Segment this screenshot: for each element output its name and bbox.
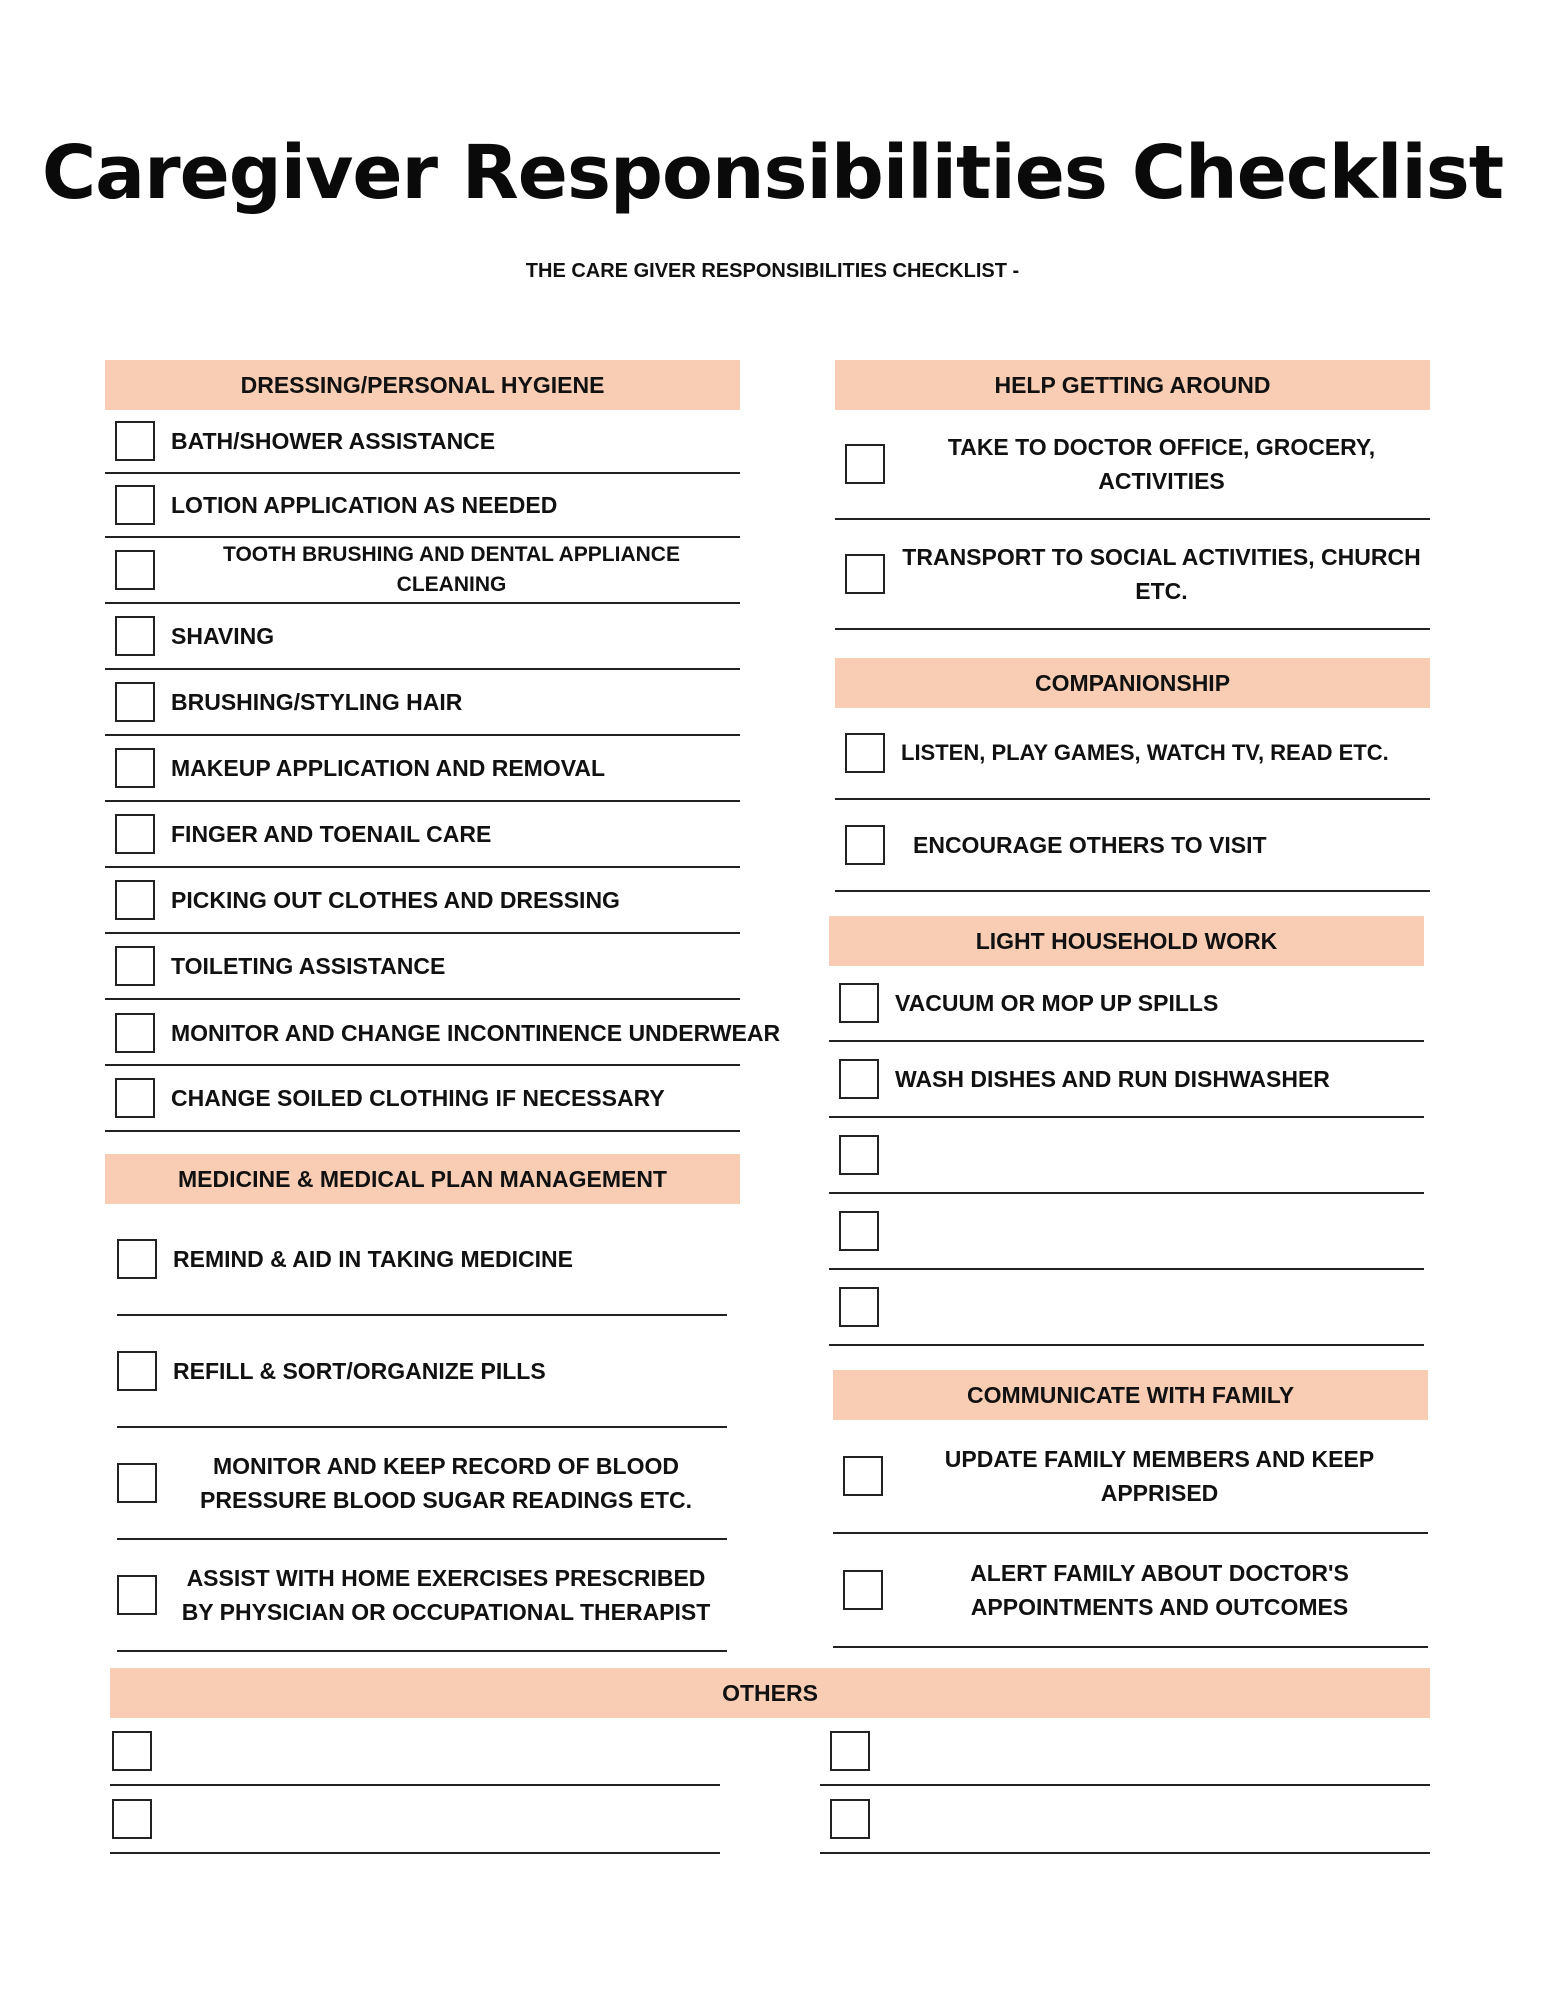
checklist-item-blank: [110, 1718, 720, 1786]
item-label: ENCOURAGE OTHERS TO VISIT: [913, 832, 1267, 858]
checkbox[interactable]: [115, 485, 155, 525]
checklist-item-blank: [829, 1194, 1424, 1270]
item-label: REMIND & AID IN TAKING MEDICINE: [173, 1246, 573, 1272]
checkbox[interactable]: [115, 814, 155, 854]
checklist-item: [829, 966, 1424, 1042]
item-label: TOILETING ASSISTANCE: [171, 953, 446, 979]
checklist-item: [105, 410, 740, 474]
left-column: [105, 360, 781, 1652]
item-label: TRANSPORT TO SOCIAL ACTIVITIES, CHURCH ETC.: [902, 544, 1421, 604]
item-label: CHANGE SOILED CLOTHING IF NECESSARY: [171, 1085, 665, 1111]
item-label: BATH/SHOWER ASSISTANCE: [171, 428, 496, 454]
checkbox[interactable]: [843, 1456, 883, 1496]
checkbox[interactable]: [115, 550, 155, 590]
checkbox[interactable]: [845, 733, 885, 773]
checklist-item-blank: [829, 1118, 1424, 1194]
checklist-item: [835, 410, 1430, 520]
checkbox[interactable]: [115, 421, 155, 461]
page-subtitle: THE CARE GIVER RESPONSIBILITIES CHECKLIST -: [525, 260, 1020, 282]
checklist-item: [105, 474, 740, 538]
checklist-item: [835, 520, 1430, 630]
checklist-item: [105, 1066, 740, 1132]
checklist-item: [835, 800, 1430, 892]
right-column: [835, 360, 1430, 1648]
checkbox[interactable]: [117, 1463, 157, 1503]
item-label: SHAVING: [171, 623, 275, 649]
section-header-companionship: COMPANIONSHIP: [835, 658, 1430, 708]
item-label: MONITOR AND KEEP RECORD OF BLOOD PRESSURE BLOOD SUGAR READINGS ETC.: [200, 1453, 692, 1513]
checklist-item: [833, 1534, 1428, 1648]
others-section: [110, 1668, 1430, 1854]
checkbox[interactable]: [115, 748, 155, 788]
checkbox[interactable]: [839, 1135, 879, 1175]
checklist-item: [105, 538, 740, 604]
checklist-item: [105, 802, 740, 868]
checkbox[interactable]: [839, 1211, 879, 1251]
others-left: [110, 1718, 720, 1854]
checklist-item: [105, 604, 740, 670]
checkbox[interactable]: [839, 983, 879, 1023]
checklist-item: [835, 708, 1430, 800]
checklist-item-blank: [829, 1270, 1424, 1346]
item-label: LOTION APPLICATION AS NEEDED: [171, 492, 558, 518]
checkbox[interactable]: [115, 1013, 155, 1053]
checkbox[interactable]: [117, 1575, 157, 1615]
checklist-item-blank: [110, 1786, 720, 1854]
checklist-item: [833, 1420, 1428, 1534]
item-label: BRUSHING/STYLING HAIR: [171, 689, 463, 715]
item-label: PICKING OUT CLOTHES AND DRESSING: [171, 887, 620, 913]
checkbox[interactable]: [115, 682, 155, 722]
checkbox[interactable]: [830, 1731, 870, 1771]
item-label: REFILL & SORT/ORGANIZE PILLS: [173, 1358, 546, 1384]
item-label: ALERT FAMILY ABOUT DOCTOR'S APPOINTMENTS AND OUTCOMES: [970, 1560, 1349, 1620]
checkbox[interactable]: [117, 1239, 157, 1279]
item-label: ASSIST WITH HOME EXERCISES PRESCRIBED BY PHYSICIAN OR OCCUPATIONAL THERAPIST: [181, 1565, 711, 1625]
checkbox[interactable]: [115, 616, 155, 656]
checklist-item-blank: [820, 1786, 1430, 1854]
checklist-item: [117, 1540, 727, 1652]
others-right: [820, 1718, 1430, 1854]
checkbox[interactable]: [117, 1351, 157, 1391]
checklist-item: [117, 1316, 727, 1428]
checklist-item: [117, 1204, 727, 1316]
checklist-item: [117, 1428, 727, 1540]
checklist-item: [105, 868, 740, 934]
item-label: TOOTH BRUSHING AND DENTAL APPLIANCE CLEANING: [223, 543, 680, 596]
item-label: LISTEN, PLAY GAMES, WATCH TV, READ ETC.: [901, 740, 1389, 765]
item-label: FINGER AND TOENAIL CARE: [171, 821, 492, 847]
checkbox[interactable]: [112, 1731, 152, 1771]
item-label: VACUUM OR MOP UP SPILLS: [895, 990, 1219, 1016]
checklist-item: [105, 736, 740, 802]
page-title: Caregiver Responsibilities Checklist: [41, 130, 1504, 216]
checklist-item: [105, 934, 740, 1000]
checkbox[interactable]: [843, 1570, 883, 1610]
checkbox[interactable]: [839, 1287, 879, 1327]
section-header-dressing: DRESSING/PERSONAL HYGIENE: [105, 360, 740, 410]
checkbox[interactable]: [115, 946, 155, 986]
checkbox[interactable]: [845, 825, 885, 865]
checkbox[interactable]: [830, 1799, 870, 1839]
checkbox[interactable]: [115, 1078, 155, 1118]
checklist-item: [829, 1042, 1424, 1118]
checklist-item: [105, 1000, 785, 1066]
item-label: WASH DISHES AND RUN DISHWASHER: [895, 1066, 1330, 1092]
section-header-communicate-with-family: COMMUNICATE WITH FAMILY: [833, 1370, 1428, 1420]
section-header-others: OTHERS: [110, 1668, 1430, 1718]
checkbox[interactable]: [112, 1799, 152, 1839]
checkbox[interactable]: [115, 880, 155, 920]
item-label: UPDATE FAMILY MEMBERS AND KEEP APPRISED: [944, 1446, 1375, 1506]
item-label: MAKEUP APPLICATION AND REMOVAL: [171, 755, 606, 781]
item-label: TAKE TO DOCTOR OFFICE, GROCERY, ACTIVITIES: [947, 434, 1376, 494]
section-header-medicine: MEDICINE & MEDICAL PLAN MANAGEMENT: [105, 1154, 740, 1204]
section-header-help-getting-around: HELP GETTING AROUND: [835, 360, 1430, 410]
checklist-item: [105, 670, 740, 736]
item-label: MONITOR AND CHANGE INCONTINENCE UNDERWEAR: [171, 1020, 781, 1046]
checkbox[interactable]: [845, 444, 885, 484]
checkbox[interactable]: [845, 554, 885, 594]
section-header-light-household-work: LIGHT HOUSEHOLD WORK: [829, 916, 1424, 966]
checklist-item-blank: [820, 1718, 1430, 1786]
checkbox[interactable]: [839, 1059, 879, 1099]
